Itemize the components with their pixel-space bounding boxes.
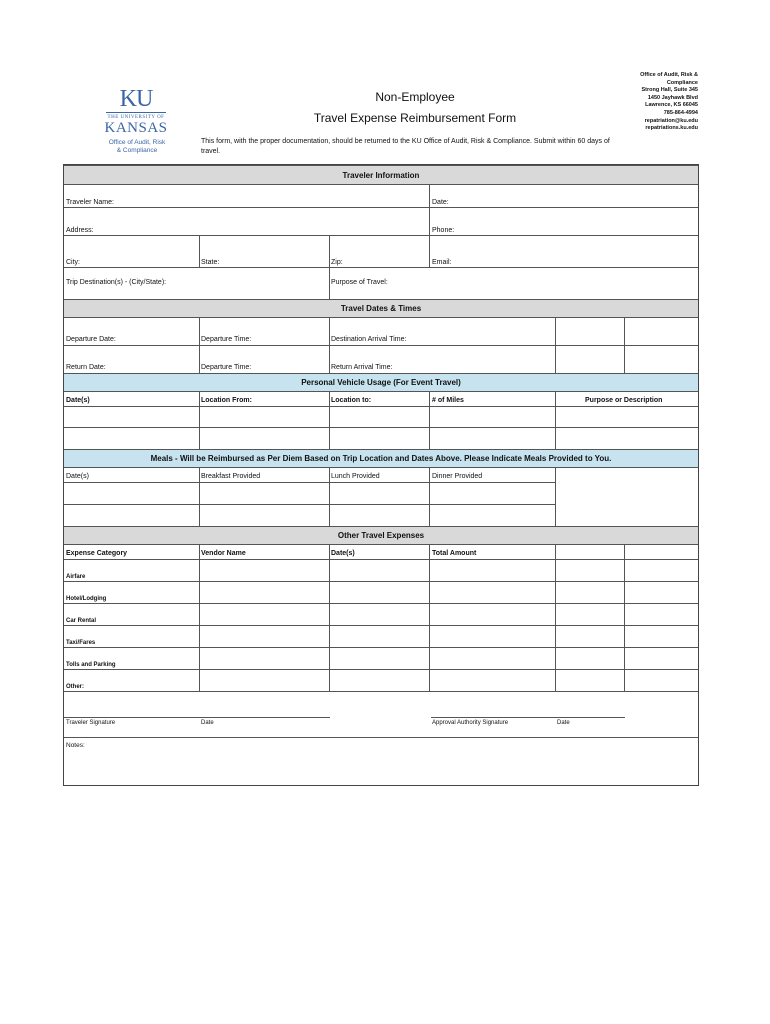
form-title-line-1: Non-Employee [375,90,455,104]
return-arrival-field[interactable]: Return Arrival Time: [331,364,393,371]
logo-mark: KU [119,86,153,112]
col-divider [624,318,625,373]
address-field[interactable]: Address: [66,227,94,234]
expense-row-tolls: Tolls and Parking [66,662,116,668]
vehicle-usage-heading: Personal Vehicle Usage (For Event Travel) [64,373,698,392]
expense-col-category: Expense Category [66,550,128,557]
row-divider [64,603,698,604]
meals-col-dinner: Dinner Provided [432,473,483,480]
notes-field[interactable]: Notes: [66,742,85,749]
traveler-date-label: Date [201,720,214,726]
col-divider [555,468,556,526]
row-divider [64,559,698,560]
traveler-signature-line[interactable] [64,717,330,718]
col-divider [199,318,200,373]
col-divider [429,185,430,235]
col-divider [429,468,430,526]
col-divider [555,318,556,373]
logo-rule [106,112,166,113]
col-divider [429,392,430,449]
expense-col-vendor: Vendor Name [201,550,246,557]
col-divider [555,545,556,691]
col-divider [329,235,330,299]
office-line-2: & Compliance [116,147,158,154]
meals-col-dates: Date(s) [66,473,89,480]
expense-col-total: Total Amount [432,550,477,557]
email-field[interactable]: Email: [432,259,452,266]
meals-col-breakfast: Breakfast Provided [201,473,261,480]
logo-university: THE UNIVERSITY OF [107,115,165,120]
col-divider [429,235,430,267]
row-divider [64,504,555,505]
expense-row-hotel: Hotel/Lodging [66,596,107,602]
row-divider [64,207,698,208]
approval-date-label: Date [557,720,570,726]
address-line: repatriations.ku.edu [645,125,698,132]
col-divider [329,545,330,691]
col-divider [555,392,556,449]
row-divider [64,427,698,428]
vehicle-col-dates: Date(s) [66,397,90,404]
col-divider [624,545,625,691]
address-line: Compliance [666,79,698,86]
office-line-1: Office of Audit, Risk [108,139,166,146]
meals-col-lunch: Lunch Provided [331,473,380,480]
other-expenses-heading: Other Travel Expenses [64,526,698,545]
row-divider [64,647,698,648]
expense-row-car-rental: Car Rental [66,618,97,624]
destination-arrival-field[interactable]: Destination Arrival Time: [331,336,407,343]
vehicle-col-location-to: Location to: [331,397,372,404]
expense-row-taxi: Taxi/Fares [66,640,96,646]
col-divider [429,545,430,691]
row-divider [64,267,698,268]
return-date-field[interactable]: Return Date: [66,364,106,371]
col-divider [329,392,330,449]
address-line: 785-864-4994 [663,109,698,116]
form-title-line-2: Travel Expense Reimbursement Form [313,111,517,125]
row-divider [64,345,698,346]
col-divider [329,318,330,373]
row-divider [64,625,698,626]
row-divider [64,669,698,670]
row-divider [64,691,698,692]
expense-row-airfare: Airfare [66,574,86,580]
expense-row-other: Other: [66,684,84,690]
phone-field[interactable]: Phone: [432,227,455,234]
address-line: Strong Hall, Suite 345 [641,87,698,94]
col-divider [329,468,330,526]
row-divider [64,406,698,407]
approval-signature-label: Approval Authority Signature [432,720,509,726]
col-divider [199,235,200,267]
meals-heading: Meals - Will be Reimbursed as Per Diem Based on Trip Location and Dates Above. Please Indicate Meals Provided to You. [64,449,698,468]
row-divider [64,482,555,483]
state-field[interactable]: State: [201,259,220,266]
form-frame [63,164,699,786]
city-field[interactable]: City: [66,259,80,266]
vehicle-col-miles: # of Miles [432,397,464,404]
approval-signature-line[interactable] [431,717,625,718]
traveler-info-heading: Traveler Information [64,165,698,185]
address-line: 1450 Jayhawk Blvd [647,94,698,101]
address-line: Office of Audit, Risk & [640,72,698,78]
traveler-signature-label: Traveler Signature [66,720,116,726]
departure-time-field[interactable]: Departure Time: [201,336,252,343]
return-departure-time-field[interactable]: Departure Time: [201,364,252,371]
intro-text: This form, with the proper documentation, should be returned to the KU Office of Audit, Risk & Compliance. Submit within 60 days of travel. [201,138,610,155]
col-divider [199,468,200,526]
travel-dates-heading: Travel Dates & Times [64,299,698,318]
col-divider [199,392,200,449]
traveler-name-field[interactable]: Traveler Name: [66,199,114,206]
departure-date-field[interactable]: Departure Date: [66,336,116,343]
col-divider [199,545,200,691]
address-line: Lawrence, KS 66045 [645,102,698,109]
zip-field[interactable]: Zip: [331,259,343,266]
address-line: repatriation@ku.edu [644,117,698,124]
office-subtitle [92,139,182,155]
vehicle-col-purpose: Purpose or Description [585,397,663,404]
logo-name: KANSAS [104,120,168,136]
vehicle-col-location-from: Location From: [201,397,252,404]
row-divider [64,737,698,738]
row-divider [64,581,698,582]
trip-destination-field[interactable]: Trip Destination(s) - (City/State): [66,279,167,286]
office-address [600,72,698,133]
purpose-of-travel-field[interactable]: Purpose of Travel: [331,279,388,286]
row-divider [64,235,698,236]
traveler-date-field[interactable]: Date: [432,199,449,206]
expense-col-dates: Date(s) [331,550,355,557]
